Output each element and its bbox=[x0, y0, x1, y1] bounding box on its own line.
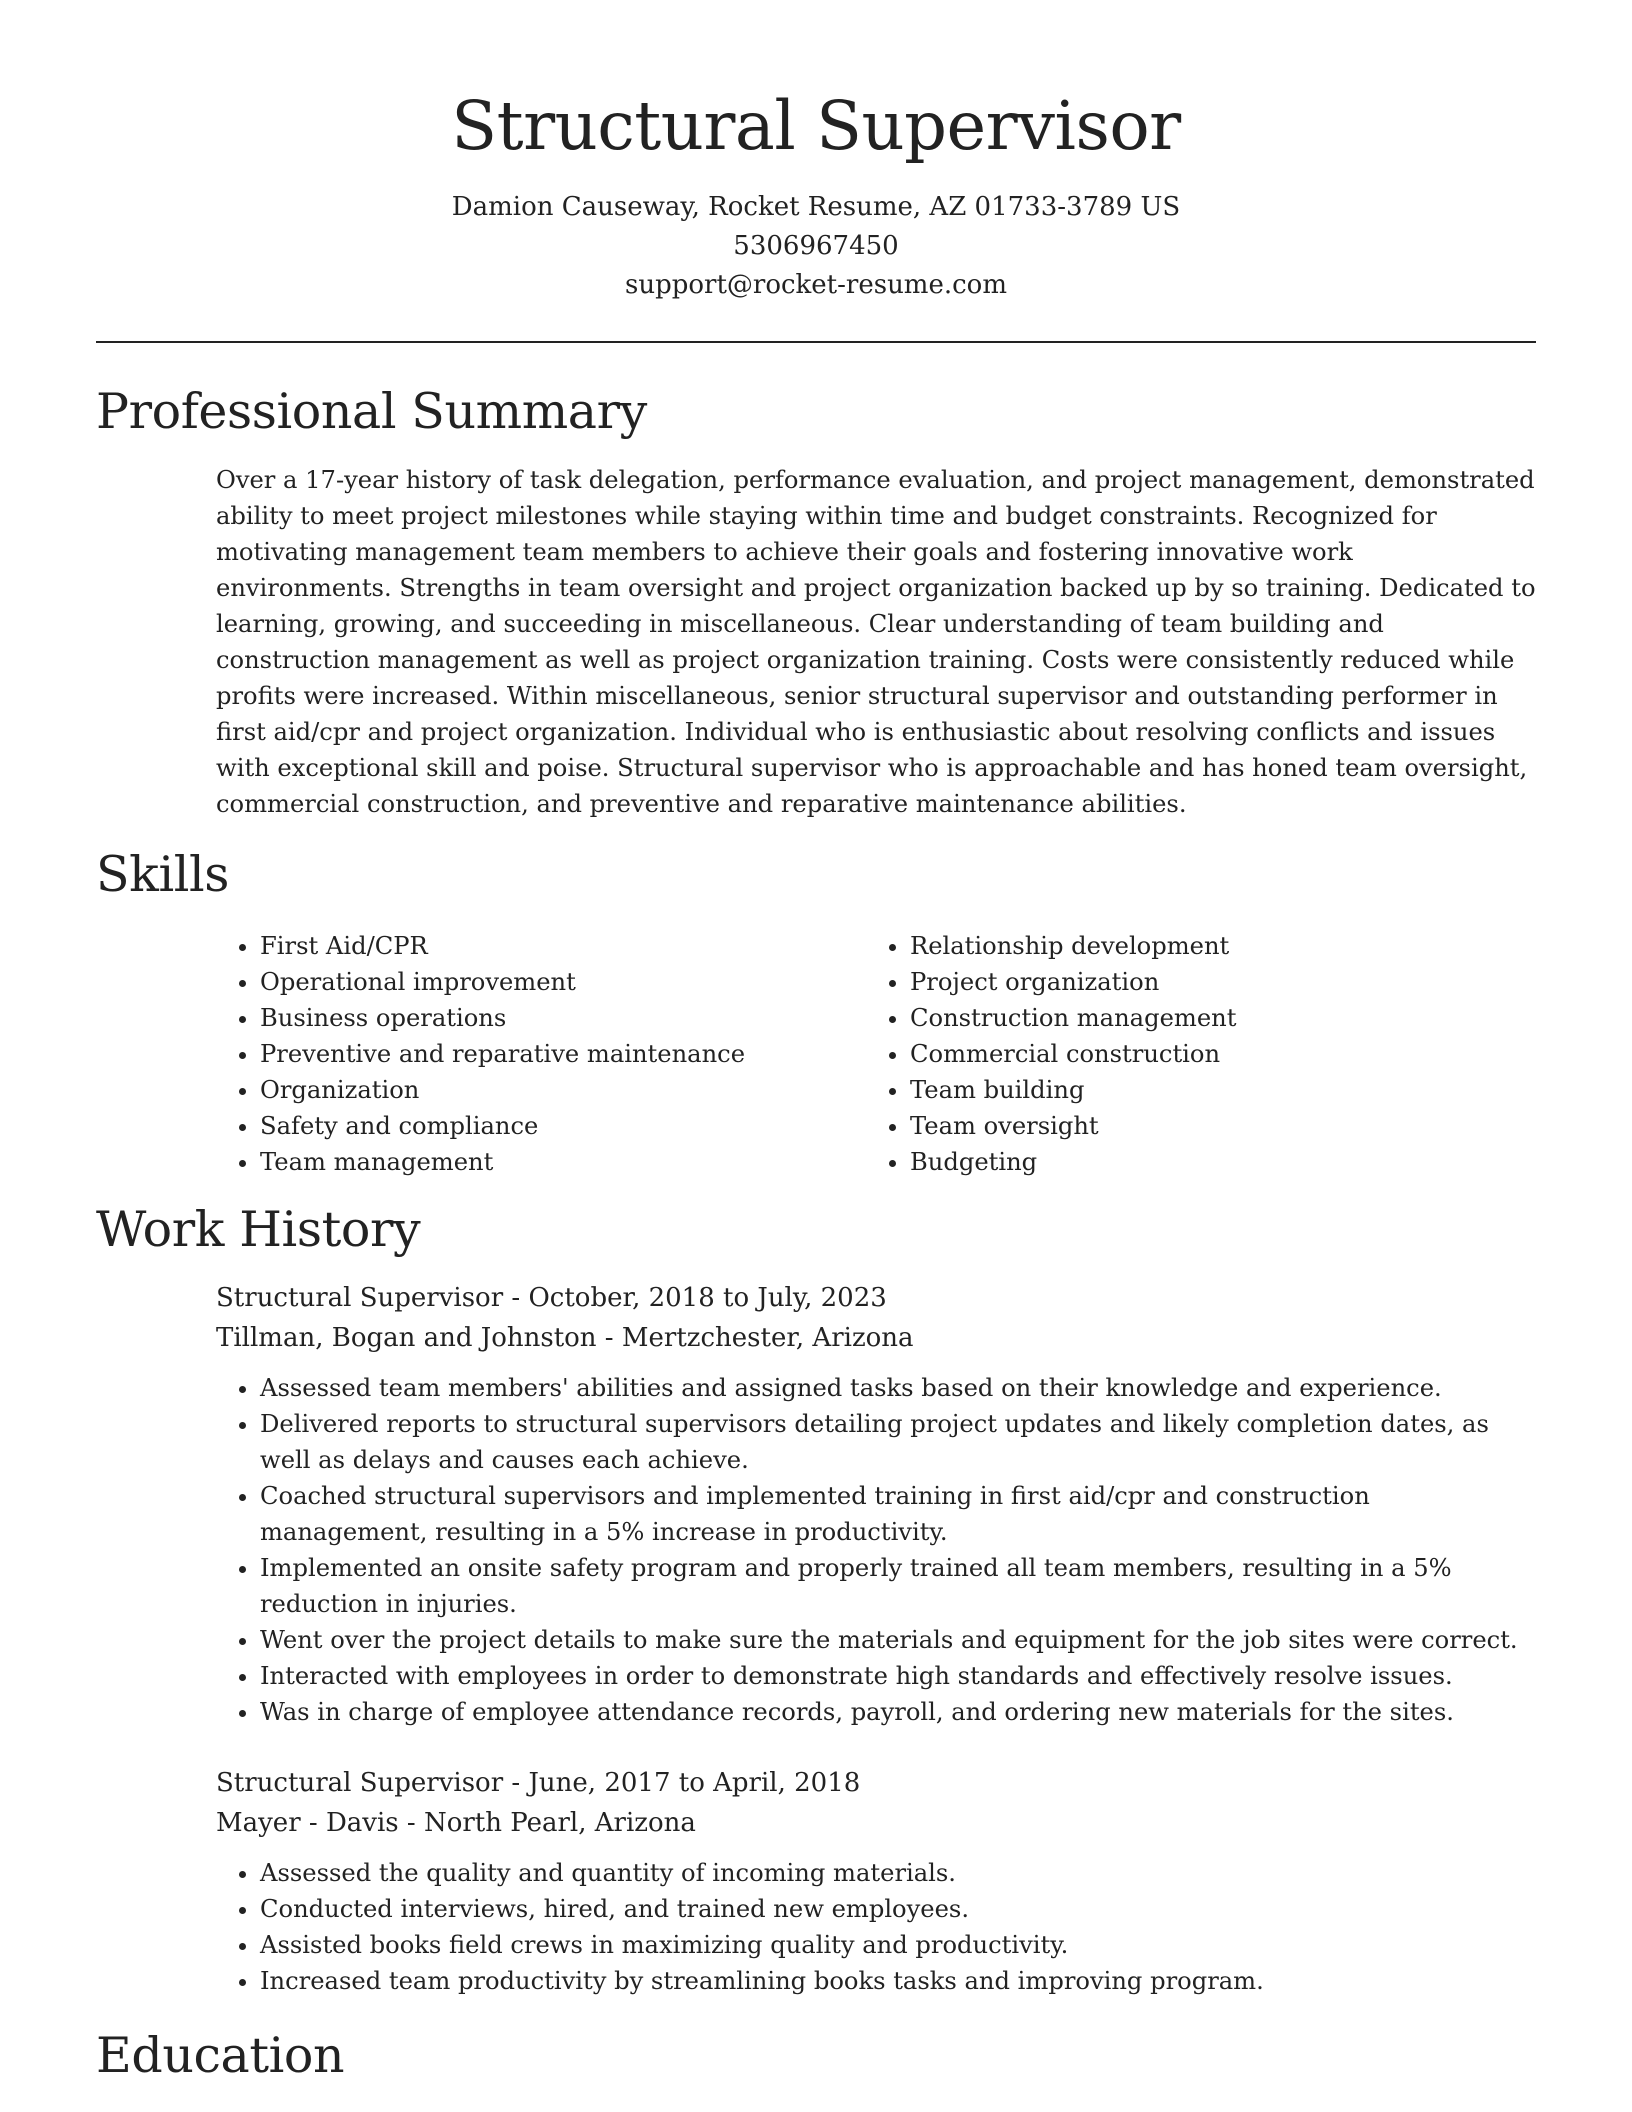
job-bullet: • Conducted interviews, hired, and trained new employees. bbox=[260, 1891, 1536, 1927]
skill-item: • Team oversight bbox=[910, 1108, 1516, 1144]
job-bullet: • Interacted with employees in order to demonstrate high standards and effectively resolve issues. bbox=[260, 1658, 1536, 1694]
candidate-name: Structural Supervisor bbox=[451, 87, 1181, 165]
job-bullet: • Went over the project details to make sure the materials and equipment for the job sites were correct. bbox=[260, 1622, 1536, 1658]
work-history-heading: Work History bbox=[96, 1201, 421, 1258]
skill-item: • Team building bbox=[910, 1072, 1516, 1108]
skills-heading: Skills bbox=[96, 846, 230, 903]
skill-item: • Preventive and reparative maintenance bbox=[260, 1036, 866, 1072]
job-company-line bbox=[216, 1803, 1536, 1843]
job-title: Structural Supervisor bbox=[216, 1768, 504, 1798]
job-entry bbox=[216, 1763, 1536, 1999]
summary-heading: Professional Summary bbox=[96, 383, 647, 440]
job-bullet: • Implemented an onsite safety program and properly trained all team members, resulting in a 5% reduction in injuries. bbox=[260, 1550, 1536, 1622]
job-company-line bbox=[216, 1318, 1536, 1358]
separator: - bbox=[596, 1323, 622, 1353]
skill-item: • Safety and compliance bbox=[260, 1108, 866, 1144]
job-bullet-list bbox=[216, 1370, 1536, 1730]
job-entry bbox=[216, 1278, 1536, 1730]
job-company: Tillman, Bogan and Johnston bbox=[216, 1323, 597, 1353]
contact-email: support@rocket-resume.com bbox=[624, 270, 1007, 300]
skill-item: • Business operations bbox=[260, 1000, 866, 1036]
job-bullet: • Was in charge of employee attendance records, payroll, and ordering new materials for the sites. bbox=[260, 1694, 1536, 1730]
skills-column-right bbox=[866, 928, 1516, 1180]
skill-item: • Project organization bbox=[910, 964, 1516, 1000]
contact-phone: 5306967450 bbox=[733, 231, 899, 261]
job-title-line bbox=[216, 1763, 1536, 1803]
job-location: North Pearl, Arizona bbox=[423, 1808, 696, 1838]
header-divider bbox=[96, 341, 1536, 343]
skill-item: • Team management bbox=[260, 1144, 866, 1180]
skill-item: • First Aid/CPR bbox=[260, 928, 866, 964]
separator: - bbox=[398, 1808, 424, 1838]
job-dates: June, 2017 to April, 2018 bbox=[528, 1768, 861, 1798]
job-bullet-list bbox=[216, 1855, 1536, 1999]
skill-item: • Commercial construction bbox=[910, 1036, 1516, 1072]
summary-text: Over a 17-year history of task delegation, performance evaluation, and project management, demonstrated ability to meet project milestones while staying within time and budget constraints. Recognized for motivating management team members to achieve their goals and fostering innovative work environments. Strengths in team oversight and project organization backed up by so training. Dedicated to learning, growing, and succeeding in miscellaneous. Clear understanding of team building and construction management as well as project organization training. Costs were consistently reduced while profits were increased. Within miscellaneous, senior structural supervisor and outstanding performer in first aid/cpr and project organization. Individual who is enthusiastic about resolving conflicts and issues with exceptional skill and poise. Structural supervisor who is approachable and has honed team oversight, commercial construction, and preventive and reparative maintenance abilities. bbox=[216, 466, 1536, 818]
job-bullet: • Delivered reports to structural supervisors detailing project updates and likely completion dates, as well as delays and causes each achieve. bbox=[260, 1406, 1536, 1478]
skill-item: • Relationship development bbox=[910, 928, 1516, 964]
contact-address: Damion Causeway, Rocket Resume, AZ 01733-3789 US bbox=[451, 192, 1181, 222]
skill-item: • Budgeting bbox=[910, 1144, 1516, 1180]
job-bullet: • Assessed team members' abilities and assigned tasks based on their knowledge and experience. bbox=[260, 1370, 1536, 1406]
job-bullet: • Assisted books field crews in maximizing quality and productivity. bbox=[260, 1927, 1536, 1963]
skills-column-left bbox=[216, 928, 866, 1180]
summary-section bbox=[216, 462, 1536, 822]
skills-section bbox=[216, 928, 1536, 1180]
job-bullet: • Coached structural supervisors and implemented training in first aid/cpr and construction management, resulting in a 5% increase in productivity. bbox=[260, 1478, 1536, 1550]
job-bullet: • Assessed the quality and quantity of incoming materials. bbox=[260, 1855, 1536, 1891]
resume-header bbox=[96, 82, 1536, 305]
job-dates: October, 2018 to July, 2023 bbox=[528, 1283, 887, 1313]
skill-item: • Construction management bbox=[910, 1000, 1516, 1036]
education-heading: Education bbox=[96, 2027, 345, 2084]
job-location: Mertzchester, Arizona bbox=[621, 1323, 914, 1353]
job-bullet: • Increased team productivity by streamlining books tasks and improving program. bbox=[260, 1963, 1536, 1999]
separator: - bbox=[503, 1283, 529, 1313]
job-title-line bbox=[216, 1278, 1536, 1318]
job-company: Mayer - Davis bbox=[216, 1808, 399, 1838]
skill-item: • Operational improvement bbox=[260, 964, 866, 1000]
separator: - bbox=[503, 1768, 529, 1798]
skill-item: • Organization bbox=[260, 1072, 866, 1108]
job-title: Structural Supervisor bbox=[216, 1283, 504, 1313]
